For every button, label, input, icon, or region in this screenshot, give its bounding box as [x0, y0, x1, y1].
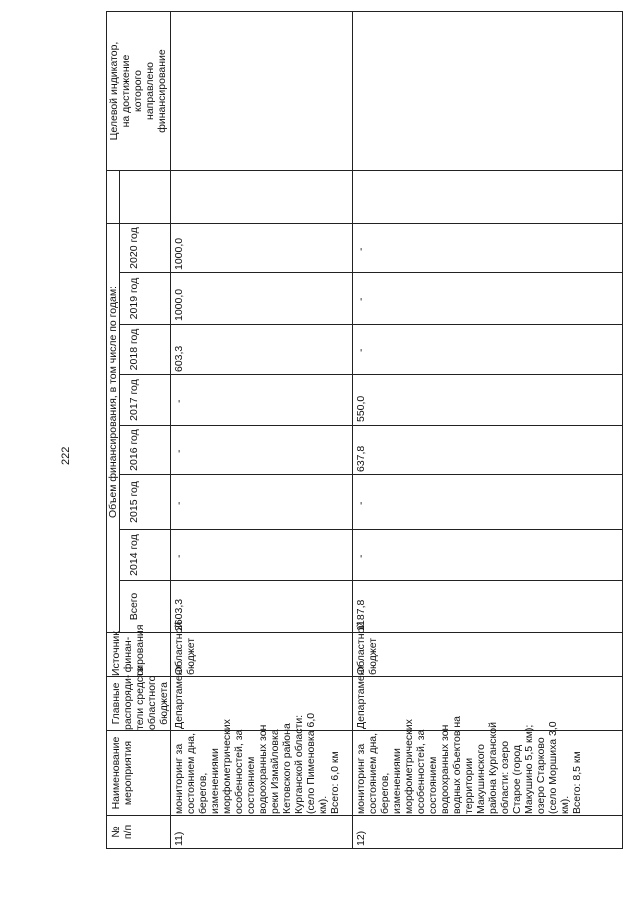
header-total: Всего	[128, 592, 140, 621]
row-1-source: Областной бюджет	[173, 621, 197, 675]
col-line-6	[119, 529, 623, 530]
col-line-9	[119, 374, 623, 375]
header-year-2016: 2016 год	[128, 429, 140, 471]
col-line-1	[106, 815, 623, 816]
row-1-total: 2603,3	[173, 598, 185, 631]
row-1-2017: -	[173, 399, 185, 403]
row-2-source: Областной бюджет	[355, 621, 379, 675]
table-border-left	[106, 848, 623, 849]
page-number: 222	[60, 446, 72, 465]
header-managers: Главные распоряди- тели средств областного бюджета	[110, 666, 170, 730]
table-border-right	[106, 11, 623, 12]
header-year-2014: 2014 год	[128, 534, 140, 576]
row-1-2015: -	[173, 501, 185, 505]
row-2-2016: 637,8	[355, 445, 367, 472]
row-2-total: 1187,8	[355, 599, 367, 631]
row-2-2020: -	[355, 247, 367, 251]
header-source: Источник финан- сирования	[110, 624, 146, 676]
table-border-bottom	[622, 11, 623, 849]
header-num: № п/п	[110, 824, 134, 840]
header-year-2017: 2017 год	[128, 379, 140, 421]
row-1-2020: 1000,0	[173, 237, 185, 270]
row-1-2014: -	[173, 554, 185, 558]
header-year-2015: 2015 год	[128, 481, 140, 523]
col-line-5	[119, 580, 623, 581]
col-line-13	[106, 170, 623, 171]
col-line-8	[119, 425, 623, 426]
row-1-2019: 1000,0	[173, 288, 185, 321]
col-line-12	[106, 223, 623, 224]
volume-subheader-line	[119, 171, 120, 633]
header-name: Наименование мероприятия	[110, 736, 134, 810]
header-volume: Объем финансирования, в том числе по годам:	[107, 286, 119, 518]
row-2-2014: -	[355, 554, 367, 558]
header-year-2019: 2019 год	[128, 277, 140, 320]
row-divider	[352, 11, 353, 849]
col-line-11	[119, 272, 623, 273]
row-1-num: 11)	[173, 831, 185, 846]
row-2-2017: 550,0	[355, 395, 367, 422]
col-line-7	[119, 474, 623, 475]
col-line-10	[119, 324, 623, 325]
row-2-2015: -	[355, 501, 367, 505]
header-indicator: Целевой индикатор, на достижение которого направлено финансирование	[108, 41, 168, 141]
header-divider	[170, 11, 171, 849]
header-year-2020: 2020 год	[128, 227, 140, 269]
row-1-name: мониторинг за состоянием дна, берегов, изменениями морфометрических особенностей, за состоянием водоохранных зон реки Измайловка Кетовского района Курганской области: (село Пименовка 6,0 км). Всего: 6,0 км	[173, 712, 341, 814]
row-1-2018: 603,3	[173, 345, 185, 372]
row-1-manager: Департамент	[173, 664, 185, 729]
header-year-2018: 2018 год	[128, 328, 140, 371]
row-2-2018: -	[355, 348, 367, 352]
row-2-name: мониторинг за состоянием дна, берегов, изменениями морфометрических особенностей, за состоянием водоохранных зон водных объектов на территории Макушинского района Курганской области: озеро Старое (город Макушино 5,5 км); озеро Старково (село Моршиха 3,0 км). Всего: 8,5 км	[355, 716, 583, 814]
row-2-num: 12)	[355, 830, 367, 846]
row-1-2016: -	[173, 449, 185, 453]
row-2-manager: Департамент	[355, 664, 367, 729]
row-2-2019: -	[355, 297, 367, 301]
